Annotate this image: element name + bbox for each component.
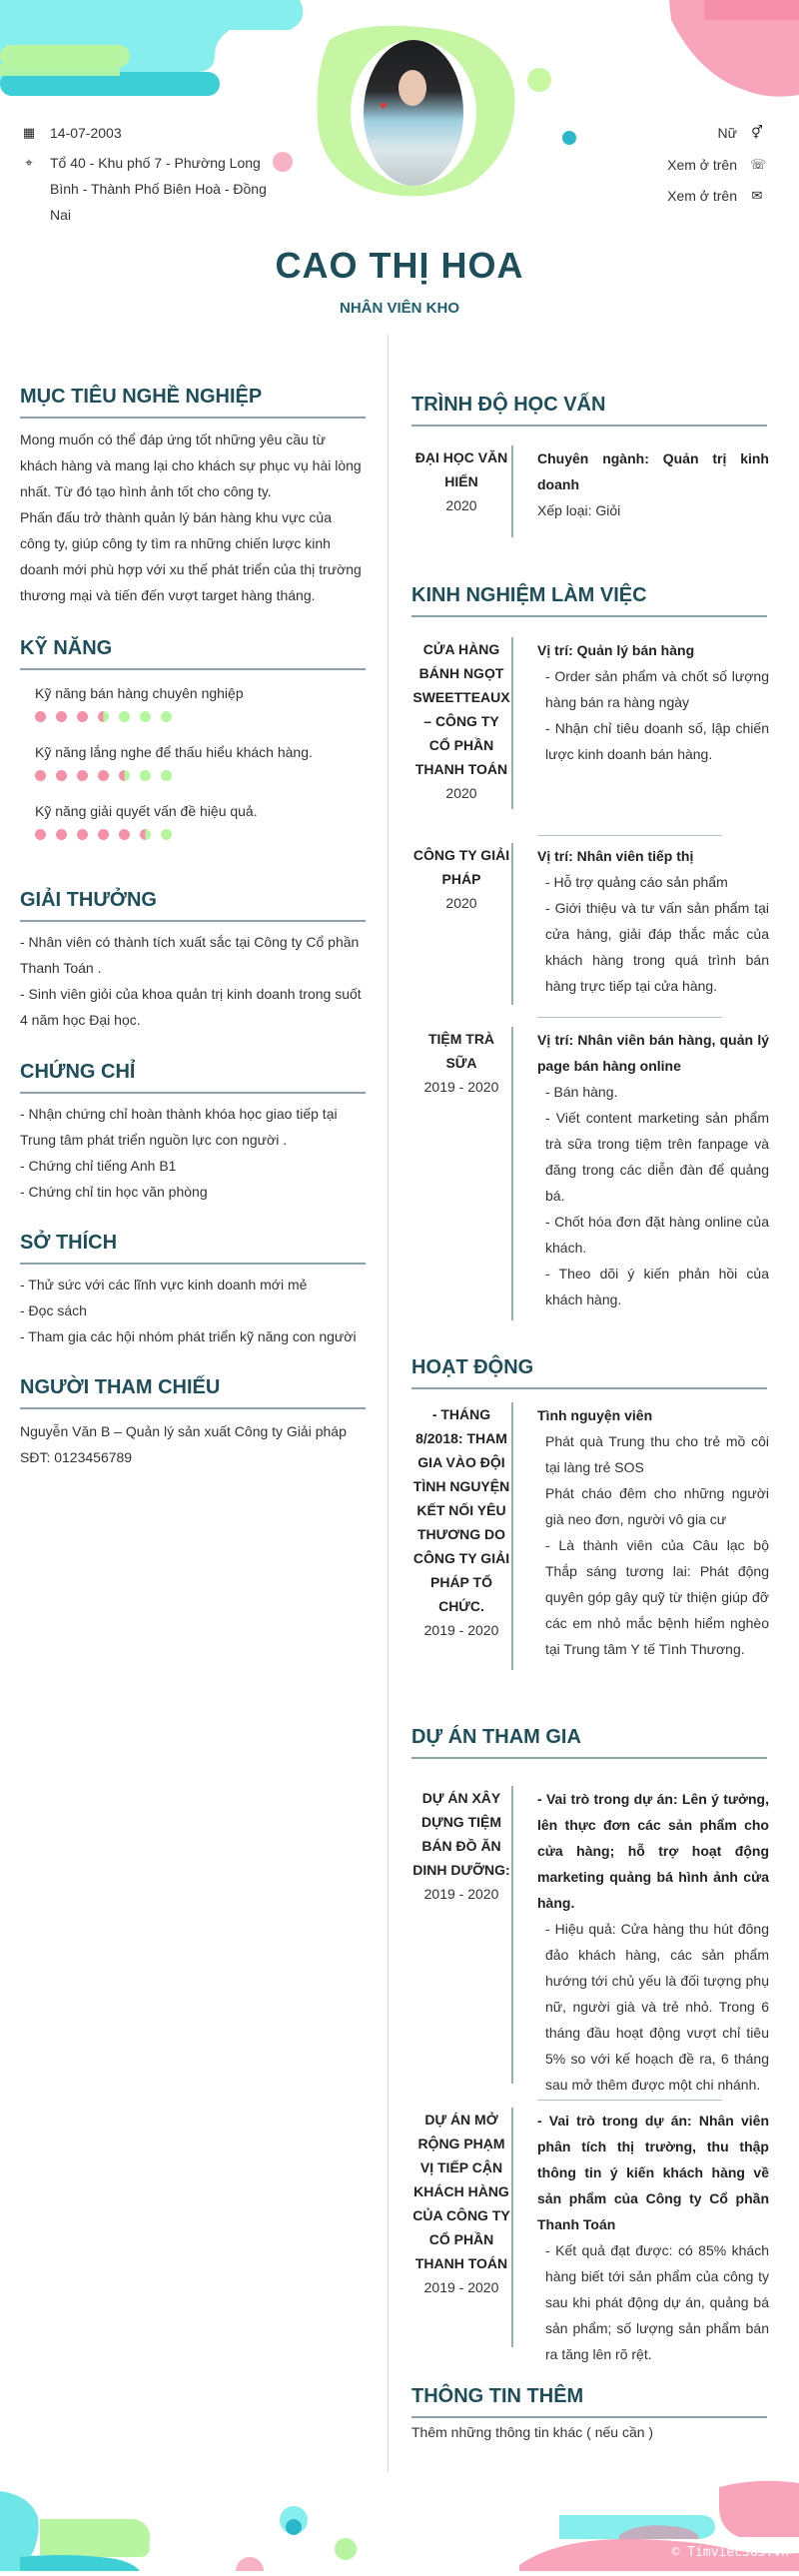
rating-dot — [140, 770, 151, 781]
avatar-heart: ♥ — [380, 98, 388, 113]
activities-title: HOẠT ĐỘNG — [411, 1356, 767, 1389]
rating-dot — [35, 829, 46, 840]
experience-org — [411, 843, 511, 915]
rating-dot — [140, 711, 151, 722]
gender-text: Nữ — [717, 125, 737, 141]
entry-separator — [537, 1017, 722, 1018]
education-detail — [537, 445, 769, 523]
rating-dot — [77, 770, 88, 781]
rating-dot — [119, 711, 130, 722]
career-goal-title: MỤC TIÊU NGHỀ NGHIỆP — [20, 386, 366, 419]
awards-title: GIẢI THƯỞNG — [20, 889, 366, 922]
calendar-icon: ▦ — [22, 125, 36, 140]
experience-role: Vị trí: Nhân viên bán hàng, quản lý page bán hàng online — [537, 1032, 769, 1074]
experience-detail — [537, 1027, 769, 1312]
rating-dot — [56, 711, 67, 722]
activity-org — [411, 1402, 511, 1642]
rating-dot — [161, 829, 172, 840]
skill-name: Kỹ năng lắng nghe để thấu hiểu khách hàng. — [35, 744, 313, 760]
org-name: CỬA HÀNG BÁNH NGỌT SWEETTEAUX – CÔNG TY CỔ PHẦN THANH TOÁN — [412, 641, 510, 777]
additional-text: Thêm những thông tin khác ( nếu cần ) — [411, 2424, 654, 2440]
org-time: 2019 - 2020 — [423, 2279, 499, 2295]
entry-divider — [511, 843, 513, 1005]
project-detail — [537, 2108, 769, 2367]
email-text: Xem ở trên — [667, 188, 737, 204]
experience-role: Vị trí: Quản lý bán hàng — [537, 642, 695, 658]
rating-dot — [119, 770, 130, 781]
org-name: CÔNG TY GIẢI PHÁP — [412, 847, 510, 887]
avatar-photo — [364, 40, 463, 186]
entry-separator — [537, 2100, 722, 2101]
career-goal-text: Mong muốn có thể đáp ứng tốt những yêu cầu từ khách hàng và mang lại cho khách sự phục vụ hài lòng nhất. Từ đó tạo hình ảnh tốt cho công ty. Phấn đấu trở thành quản lý bán hàng khu vực của công ty, giúp công ty tìm ra những chiến lược kinh doanh mới phù hợp với xu thế phát triển của thị trường thương mại và tiến đến vượt target hàng tháng. — [20, 431, 362, 603]
additional-title: THÔNG TIN THÊM — [411, 2385, 767, 2418]
entry-divider — [511, 2108, 513, 2347]
rating-dot — [77, 711, 88, 722]
education-grade: Xếp loại: Giỏi — [537, 502, 621, 518]
skill-rating — [35, 711, 185, 723]
avatar — [351, 40, 476, 186]
entry-divider — [511, 1027, 513, 1320]
education-major: Chuyên ngành: Quản trị kinh doanh — [537, 450, 769, 492]
project-name — [411, 2108, 511, 2299]
rating-dot — [98, 829, 109, 840]
experience-org — [411, 637, 511, 805]
skill-rating — [35, 829, 185, 841]
org-name: - THÁNG 8/2018: THAM GIA VÀO ĐỘI TÌNH NGUYỆN KẾT NỐI YÊU THƯƠNG DO CÔNG TY GIẢI PHÁP TỔ CHỨC. — [412, 1406, 510, 1614]
location-pin-icon: ⌖ — [25, 155, 33, 170]
projects-title: DỰ ÁN THAM GIA — [411, 1726, 767, 1759]
gender-icon: ⚥ — [751, 125, 763, 140]
activity-role: Tình nguyện viên — [537, 1407, 653, 1423]
certificates-text: - Nhận chứng chỉ hoàn thành khóa học giao tiếp tại Trung tâm phát triển nguồn lực con người . - Chứng chỉ tiếng Anh B1 - Chứng chỉ tin học văn phòng — [20, 1106, 338, 1200]
entry-separator — [537, 835, 722, 836]
entry-divider — [511, 445, 513, 537]
rating-dot — [56, 770, 67, 781]
org-time: 2020 — [445, 497, 477, 513]
references-text: Nguyễn Văn B – Quản lý sản xuất Công ty Giải pháp SĐT: 0123456789 — [20, 1423, 347, 1465]
hobbies-title: SỞ THÍCH — [20, 1232, 366, 1265]
org-time: 2020 — [445, 785, 477, 801]
experience-detail — [537, 637, 769, 767]
hobbies-text: - Thử sức với các lĩnh vực kinh doanh mới mẻ - Đọc sách - Tham gia các hội nhóm phát triển kỹ năng con người — [20, 1277, 357, 1344]
experience-org — [411, 1027, 511, 1099]
org-time: 2019 - 2020 — [423, 1079, 499, 1095]
phone-icon: ☏ — [750, 157, 767, 172]
org-time: 2019 - 2020 — [423, 1622, 499, 1638]
skill-rating — [35, 770, 185, 782]
org-name: DỰ ÁN XÂY DỰNG TIỆM BÁN ĐỒ ĂN DINH DƯỠNG: — [412, 1790, 510, 1878]
org-time: 2019 - 2020 — [423, 1886, 499, 1902]
rating-dot — [77, 829, 88, 840]
avatar-face — [399, 70, 426, 106]
column-divider — [388, 335, 389, 2472]
skill-name: Kỹ năng giải quyết vấn đề hiệu quả. — [35, 803, 258, 819]
project-result: - Kết quả đạt được: có 85% khách hàng biết tới sản phẩm của công ty sau khi phát động dự án, quảng bá sản phẩm; số lượng sản phẩm bán ra tăng lên rõ rệt. — [545, 2242, 769, 2362]
rating-dot — [98, 711, 109, 722]
rating-dot — [56, 829, 67, 840]
rating-dot — [161, 770, 172, 781]
activity-tasks: Phát quà Trung thu cho trẻ mồ côi tại làng trẻ SOS Phát cháo đêm cho những người già neo đơn, người vô gia cư - Là thành viên của Câu lạc bộ Thắp sáng tương lai: Phát động quyên góp gây quỹ từ thiện giúp đỡ các em nhỏ mắc bệnh hiểm nghèo tại Trung tâm Y tế Tình Thương. — [545, 1433, 769, 1657]
candidate-name: CAO THỊ HOA — [275, 245, 524, 286]
project-role: - Vai trò trong dự án: Nhân viên phân tích thị trường, thu thập thông tin ý kiến khách hàng về sản phẩm của Công ty Cổ phần Thanh Toán — [537, 2113, 769, 2232]
references-title: NGƯỜI THAM CHIẾU — [20, 1376, 366, 1409]
skill-name: Kỹ năng bán hàng chuyên nghiệp — [35, 685, 244, 701]
education-org — [411, 445, 511, 517]
rating-dot — [119, 829, 130, 840]
org-time: 2020 — [445, 895, 477, 911]
experience-tasks: - Order sản phẩm và chốt số lượng hàng bán ra hàng ngày - Nhận chỉ tiêu doanh số, lập chiến lược kinh doanh bán hàng. — [545, 668, 769, 762]
birthday-text: 14-07-2003 — [50, 125, 122, 141]
entry-divider — [511, 637, 513, 809]
experience-detail — [537, 843, 769, 999]
awards-text: - Nhân viên có thành tích xuất sắc tại Công ty Cổ phần Thanh Toán . - Sinh viên giỏi của khoa quản trị kinh doanh trong suốt 4 năm học Đại học. — [20, 934, 362, 1028]
education-title: TRÌNH ĐỘ HỌC VẤN — [411, 394, 767, 427]
entry-divider — [511, 1402, 513, 1670]
rating-dot — [35, 711, 46, 722]
project-result: - Hiệu quả: Cửa hàng thu hút đông đảo khách hàng, các sản phẩm hướng tới chủ yếu là đối tượng phụ nữ, người già và trẻ nhỏ. Trong 6 tháng đầu hoạt động vượt chỉ tiêu 5% so với kế hoạch đề ra, 6 tháng sau mở thêm được một chi nhánh. — [545, 1921, 769, 2093]
entry-divider — [511, 1786, 513, 2084]
project-role: - Vai trò trong dự án: Lên ý tưởng, lên thực đơn các sản phẩm cho cửa hàng; hỗ trợ hoạt động marketing quảng bá hình ảnh cửa hàng. — [537, 1791, 769, 1911]
experience-tasks: - Hỗ trợ quảng cáo sản phẩm - Giới thiệu và tư vấn sản phẩm tại cửa hàng, giải đáp thắc mắc của khách hàng trong quá trình bán hàng trực tiếp tại cửa hàng. — [545, 874, 769, 994]
rating-dot — [98, 770, 109, 781]
phone-text: Xem ở trên — [667, 157, 737, 173]
rating-dot — [140, 829, 151, 840]
envelope-icon: ✉ — [751, 188, 763, 203]
org-name: ĐẠI HỌC VĂN HIẾN — [414, 449, 508, 489]
watermark: © Timviec365.vn — [671, 2545, 789, 2560]
activity-detail — [537, 1402, 769, 1662]
skills-title: KỸ NĂNG — [20, 637, 366, 670]
certificates-title: CHỨNG CHỈ — [20, 1061, 366, 1094]
org-name: TIỆM TRÀ SỮA — [427, 1031, 495, 1071]
experience-tasks: - Bán hàng. - Viết content marketing sản phẩm trà sữa trong tiệm trên fanpage và đăng trong các diễn đàn để quảng bá. - Chốt hóa đơn đặt hàng online của khách. - Theo dõi ý kiến phản hồi của khách hàng. — [545, 1084, 769, 1307]
experience-role: Vị trí: Nhân viên tiếp thị — [537, 848, 694, 864]
rating-dot — [161, 711, 172, 722]
project-name — [411, 1786, 511, 1906]
project-detail — [537, 1786, 769, 2098]
org-name: DỰ ÁN MỞ RỘNG PHẠM VỊ TIẾP CẬN KHÁCH HÀNG CỦA CÔNG TY CỔ PHẦN THANH TOÁN — [412, 2112, 510, 2271]
address-text: Tổ 40 - Khu phố 7 - Phường Long Bình - Thành Phố Biên Hoà - Đồng Nai — [50, 155, 267, 223]
candidate-position: NHÂN VIÊN KHO — [339, 300, 459, 317]
experience-title: KINH NGHIỆM LÀM VIỆC — [411, 584, 767, 617]
rating-dot — [35, 770, 46, 781]
